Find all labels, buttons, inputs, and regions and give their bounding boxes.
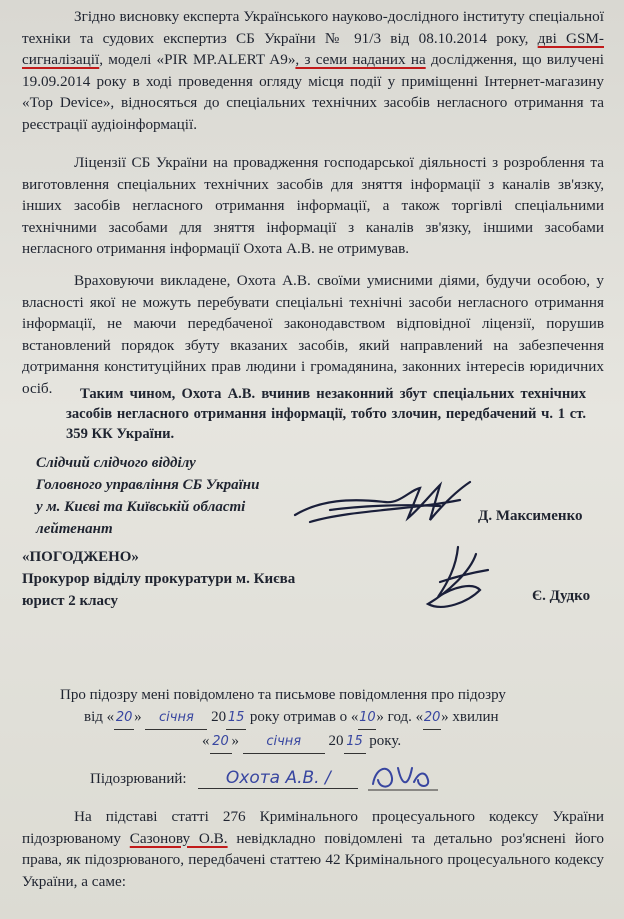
suspect-label: Підозрюваний: [90,771,187,787]
approval-block [22,546,295,612]
handwritten-day[interactable]: 20 [114,707,134,730]
approval-heading: «ПОГОДЖЕНО» [22,549,139,565]
handwritten-year[interactable]: 15 [226,707,246,730]
investigator-name: Д. Максименко [478,508,583,524]
investigator-line: у м. Києві та Київській області [36,499,246,515]
paragraph-rights: На підставі статті 276 Кримінального процесуального кодексу України підозрюваному Сазонову О.В. невідкладно повідомлені та детально роз'яснені його права, як підозрюваного, передбачені статтею 42 Кримінального процесуального кодексу України, а саме: [22,808,604,890]
handwritten-month[interactable]: січня [243,731,325,754]
approval-line: Прокурор відділу прокуратури м. Києва [22,571,296,587]
prosecutor-signature [418,542,498,622]
investigator-line: лейтенант [36,521,113,537]
handwritten-minute[interactable]: 20 [423,707,441,730]
paragraph-expert-conclusion [22,6,604,136]
approval-line: юрист 2 класу [22,593,118,609]
investigator-signature [290,470,480,540]
text-segment: дослідження, що вилучені 19.09.2014 року в ході проведення огляду місця події у приміщенні Інтернет-магазину «Top Device», відносяться до спеціальних технічних засобів негласного отримання та реєстрації аудіоінформації. [22,51,604,133]
receipt-date-line-2: « 20 » січня 20 15 року. [60,730,506,754]
receipt-line: Про підозру мені повідомлено та письмове повідомлення про підозру [60,687,506,703]
paragraph-considering: Враховуючи викладене, Охота А.В. своїми умисними діями, будучи особою, у власності якої не можуть перебувати спеціальні технічні засоби негласного отримання інформації, не маючи передбаченої законодавством відповідної ліцензії, порушив встановлений порядок збуту вказаних засобів, який направлений на забезпечення дотримання конституційних прав людини і громадянина, законних інтересів юридичних осіб. [22,272,604,397]
investigator-line: Головного управління СБ України [36,477,260,493]
handwritten-hour[interactable]: 10 [358,707,376,730]
text-segment: Згідно висновку експерта Українського науково-дослідного інституту спеціальної техніки та судових експертиз СБ України № 91/3 від 08.10.2014 року, [22,8,604,47]
investigator-block [36,452,259,540]
suspect-line [90,768,358,789]
suspect-handwritten-name[interactable]: Охота А.В. / [198,768,358,789]
highlighted-devices: дві GSM-сигналізації [22,29,604,69]
investigator-line: Слідчий слідчого відділу [36,455,196,471]
suspect-signature [368,758,438,794]
receipt-date-line: від « 20 » січня 20 15 року отримав о «10» год. «20» хвилин [60,706,506,730]
suspect-name-highlight: Сазонову О.В. [129,829,228,847]
paragraph-license: Ліцензії СБ України на провадження господарської діяльності з розроблення та виготовлення спеціальних технічних засобів для зняття інформації з каналів зв'язку, інших засобів негласного отримання інформації, а також торгівлі спеціальними технічними засобами для зняття інформації з каналів зв'язку, іншими засобами негласного отримання інформації Охота А.В. не отримував. [22,154,604,258]
handwritten-day[interactable]: 20 [210,731,232,754]
prosecutor-name: Є. Дудко [532,588,591,604]
handwritten-month[interactable]: січня [145,707,207,730]
text-segment: , моделі «PIR MP.ALERT A9» [99,51,296,69]
receipt-block [60,684,506,754]
paragraph-conclusion: Таким чином, Охота А.В. вчинив незаконний збут спеціальних технічних засобів негласного отримання інформації, тобто злочин, передбачений ч. 1 ст. 359 КК України. [66,386,586,442]
highlighted-count: , з семи наданих на [295,51,426,69]
handwritten-year[interactable]: 15 [344,731,366,754]
